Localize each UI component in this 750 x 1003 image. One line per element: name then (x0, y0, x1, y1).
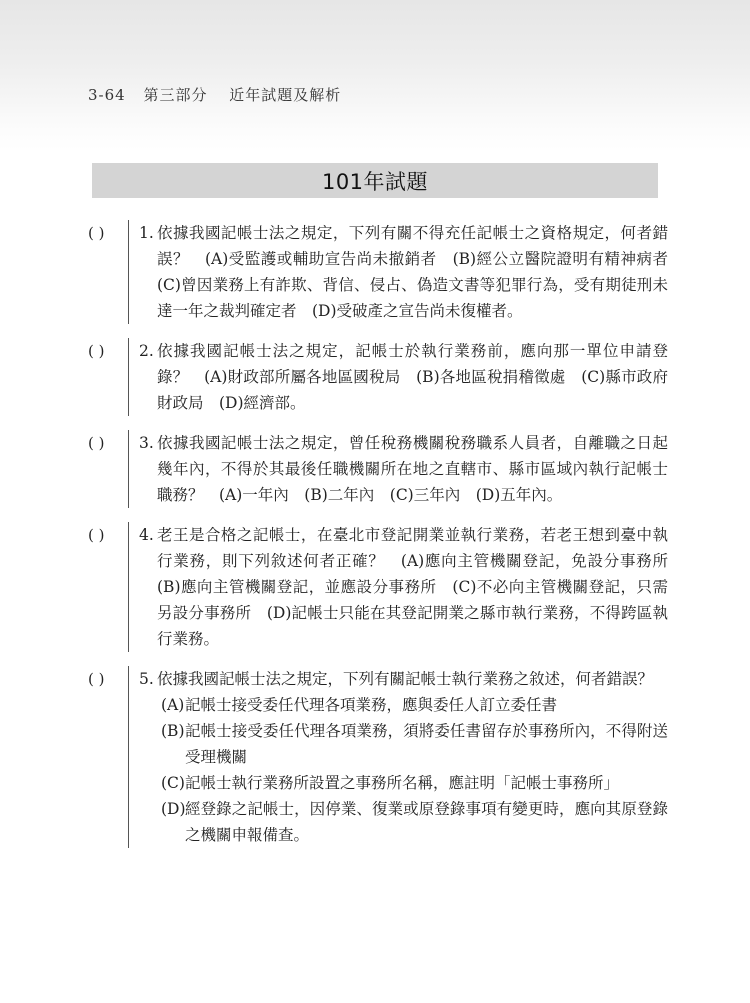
option-text: 記帳士接受委任代理各項業務，須將委任書留存於事務所內，不得附送受理機關 (185, 722, 668, 766)
option-label: (D) (161, 800, 186, 818)
question-body (128, 220, 684, 324)
question-1 (88, 220, 684, 324)
page-number: 3-64 (88, 86, 126, 104)
question-4 (88, 522, 684, 652)
option-text: 經登錄之記帳士，因停業、復業或原登錄事項有變更時，應向其原登錄之機關申報備查。 (185, 800, 668, 844)
question-body (128, 430, 668, 508)
question-body (128, 522, 684, 652)
question-number: 3. (139, 434, 154, 452)
part-label: 第三部分 (143, 86, 208, 104)
banner-title: 101年試題 (321, 169, 429, 194)
question-3 (88, 430, 668, 508)
option-label: (B) (161, 722, 185, 740)
question-list (88, 220, 684, 862)
answer-blank: ( ) (88, 526, 105, 544)
question-text: 依據我國記帳士法之規定，記帳士於執行業務前，應向那一單位申請登錄？ (A)財政部所屬各地區國稅局 (B)各地區稅捐稽徵處 (C)縣市政府財政局 (D)經濟部。 (157, 342, 668, 412)
question-number: 1. (139, 224, 154, 242)
question-text: 依據我國記帳士法之規定，下列有關不得充任記帳士之資格規定，何者錯誤？ (A)受監護或輔助宣告尚未撤銷者 (B)經公立醫院證明有精神病者 (C)曾因業務上有詐欺、背信、侵占、偽造文書等犯罪行為，受有期徒刑未達一年之裁判確定者 (D)受破產之宣告尚未復權者。 (157, 224, 684, 320)
option-label: (C) (161, 774, 185, 792)
answer-blank: ( ) (88, 434, 105, 452)
answer-blank: ( ) (88, 342, 105, 360)
question-2 (88, 338, 668, 416)
exam-year-banner (92, 163, 658, 198)
question-number: 4. (139, 526, 154, 544)
question-number: 2. (139, 342, 154, 360)
question-5 (88, 666, 668, 848)
option-d (139, 796, 668, 848)
option-text: 記帳士接受委任代理各項業務，應與委任人訂立委任書 (185, 696, 558, 714)
section-label: 近年試題及解析 (229, 86, 342, 104)
option-c (139, 770, 668, 796)
question-body (128, 338, 668, 416)
option-text: 記帳士執行業務所設置之事務所名稱，應註明「記帳士事務所」 (185, 774, 620, 792)
option-a (139, 692, 668, 718)
question-number: 5. (139, 670, 154, 688)
running-head (88, 84, 341, 105)
question-text: 依據我國記帳士法之規定，曾任稅務機關稅務職系人員者，自離職之日起幾年內，不得於其最後任職機關所在地之直轄市、縣市區域內執行記帳士職務？ (A)一年內 (B)二年內 (C)三年內 (D)五年內。 (157, 434, 668, 504)
question-body (128, 666, 668, 848)
option-label: (A) (161, 696, 185, 714)
header-shade (0, 0, 750, 150)
answer-blank: ( ) (88, 670, 105, 688)
question-text: 依據我國記帳士法之規定，下列有關記帳士執行業務之敘述，何者錯誤？ (157, 670, 654, 688)
answer-blank: ( ) (88, 224, 105, 242)
option-b (139, 718, 668, 770)
question-text: 老王是合格之記帳士，在臺北市登記開業並執行業務，若老王想到臺中執行業務，則下列敘述何者正確？ (A)應向主管機關登記，免設分事務所 (B)應向主管機關登記，並應設分事務所 (C)不必向主管機關登記，只需另設分事務所 (D)記帳士只能在其登記開業之縣市執行業務，不得跨區執行業務。 (157, 526, 684, 648)
